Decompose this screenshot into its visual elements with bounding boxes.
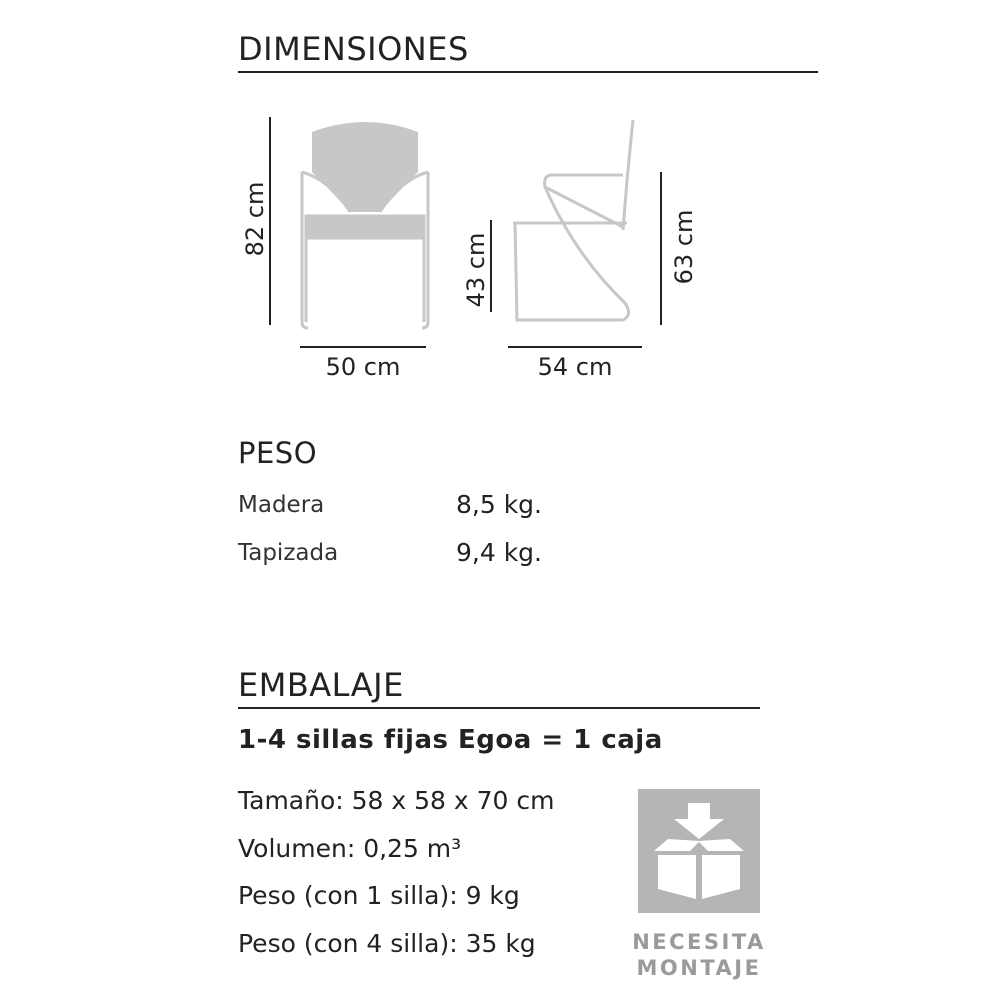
packaging-line: Peso (con 1 silla): 9 kg bbox=[238, 881, 520, 910]
depth-label: 54 cm bbox=[537, 353, 613, 381]
packaging-line: Volumen: 0,25 m³ bbox=[238, 834, 462, 863]
packaging-line: Peso (con 4 silla): 35 kg bbox=[238, 929, 536, 958]
width-front-label: 50 cm bbox=[325, 353, 401, 381]
assembly-badge-line1: NECESITA bbox=[632, 930, 766, 954]
weight-row-label: Madera bbox=[238, 492, 325, 518]
weight-row-label: Tapizada bbox=[238, 540, 339, 566]
chair-side-view bbox=[505, 115, 645, 330]
seat-height-label: 43 cm bbox=[462, 232, 490, 308]
dimensions-title: DIMENSIONES bbox=[238, 30, 469, 68]
weight-row-value: 9,4 kg. bbox=[456, 538, 542, 567]
depth-rule bbox=[508, 346, 642, 348]
assembly-badge bbox=[638, 789, 760, 913]
box-arrow-down-icon bbox=[638, 789, 760, 913]
height-total-rule bbox=[269, 117, 271, 325]
packaging-summary: 1-4 sillas fijas Egoa = 1 caja bbox=[238, 725, 663, 755]
arm-height-rule bbox=[660, 172, 662, 325]
packaging-title: EMBALAJE bbox=[238, 666, 404, 704]
packaging-title-rule bbox=[238, 707, 760, 709]
arm-height-label: 63 cm bbox=[670, 209, 698, 285]
seat-height-rule bbox=[490, 220, 492, 312]
weight-row-value: 8,5 kg. bbox=[456, 490, 542, 519]
dimensions-title-rule bbox=[238, 71, 818, 73]
weight-title: PESO bbox=[238, 436, 318, 470]
chair-front-view bbox=[290, 110, 440, 335]
assembly-badge-line2: MONTAJE bbox=[636, 956, 762, 980]
packaging-line: Tamaño: 58 x 58 x 70 cm bbox=[238, 786, 555, 815]
height-total-label: 82 cm bbox=[241, 181, 269, 257]
width-front-rule bbox=[300, 346, 426, 348]
